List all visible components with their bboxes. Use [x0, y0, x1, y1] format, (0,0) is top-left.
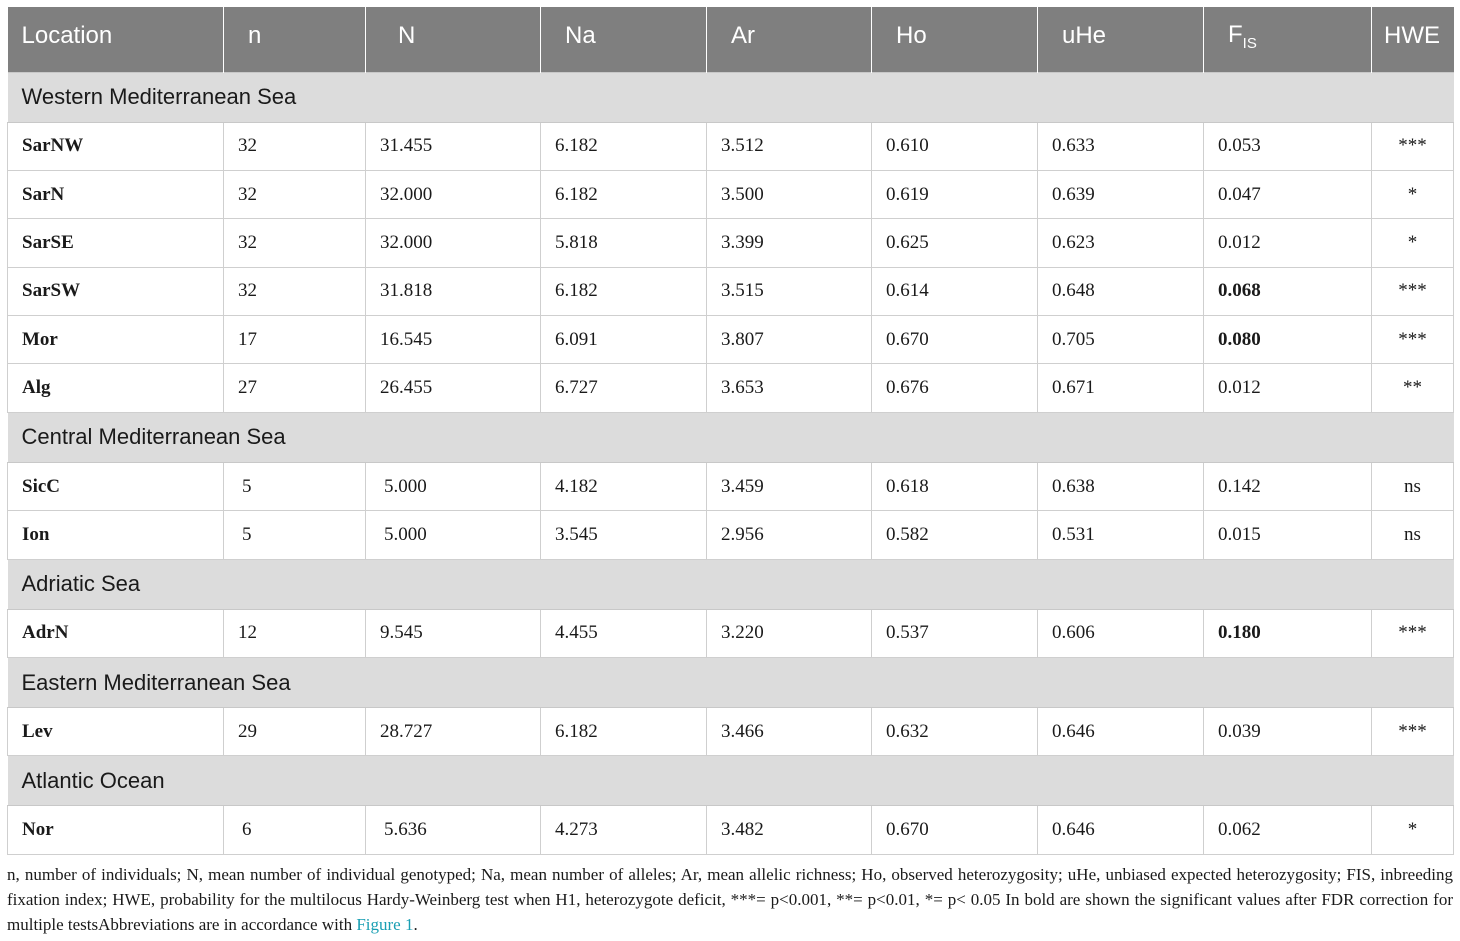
table-row	[8, 364, 1454, 412]
table-row	[8, 170, 1454, 218]
cell-ar: 3.220	[707, 609, 872, 657]
cell-n: 16.545	[366, 316, 541, 364]
cell-fis: 0.080	[1204, 316, 1372, 364]
header-na: Na	[541, 7, 707, 72]
cell-hwe: ***	[1372, 609, 1454, 657]
cell-n: 32	[224, 122, 366, 170]
header-row	[8, 7, 1454, 72]
group-label: Atlantic Ocean	[8, 756, 1454, 806]
group-row	[8, 412, 1454, 462]
cell-uhe: 0.623	[1038, 219, 1204, 267]
cell-n: 31.818	[366, 267, 541, 315]
cell-location: SicC	[8, 462, 224, 510]
table-row	[8, 708, 1454, 756]
header-fis	[1204, 7, 1372, 72]
figure-1-link[interactable]: Figure 1	[356, 915, 414, 934]
cell-fis: 0.068	[1204, 267, 1372, 315]
cell-fis: 0.012	[1204, 219, 1372, 267]
cell-ho: 0.625	[872, 219, 1038, 267]
cell-n: 32	[224, 170, 366, 218]
cell-na: 6.182	[541, 122, 707, 170]
group-label: Eastern Mediterranean Sea	[8, 658, 1454, 708]
cell-hwe: **	[1372, 364, 1454, 412]
cell-ar: 3.500	[707, 170, 872, 218]
cell-n: 32.000	[366, 170, 541, 218]
cell-ar: 3.399	[707, 219, 872, 267]
cell-ar: 3.653	[707, 364, 872, 412]
cell-location: SarSW	[8, 267, 224, 315]
cell-fis: 0.039	[1204, 708, 1372, 756]
group-label: Western Mediterranean Sea	[8, 72, 1454, 122]
table-container	[7, 7, 1453, 855]
table-row	[8, 316, 1454, 364]
cell-uhe: 0.648	[1038, 267, 1204, 315]
cell-ho: 0.676	[872, 364, 1038, 412]
table-row	[8, 219, 1454, 267]
cell-ar: 3.482	[707, 806, 872, 854]
cell-n: 5.000	[366, 462, 541, 510]
header-uhe: uHe	[1038, 7, 1204, 72]
cell-uhe: 0.638	[1038, 462, 1204, 510]
cell-na: 4.182	[541, 462, 707, 510]
cell-n: 5.636	[366, 806, 541, 854]
genetic-diversity-table	[7, 7, 1454, 855]
cell-ho: 0.537	[872, 609, 1038, 657]
group-label: Adriatic Sea	[8, 559, 1454, 609]
footnote-text: n, number of individuals; N, mean number of individual genotyped; Na, mean number of alleles; Ar, mean allelic richness; Ho, observed heterozygosity; uHe, unbiased expected heterozygosity; FIS, inbreeding fixation index; HWE, probability for the multilocus Hardy-Weinberg test when H1, heterozygote deficit, ***= p<0.001, **= p<0.01, *= p< 0.05 In bold are shown the significant values after FDR correction for multiple testsAbbreviations are in accordance with	[7, 865, 1453, 934]
cell-uhe: 0.531	[1038, 511, 1204, 559]
cell-uhe: 0.646	[1038, 806, 1204, 854]
group-row	[8, 658, 1454, 708]
cell-location: Ion	[8, 511, 224, 559]
cell-na: 6.727	[541, 364, 707, 412]
cell-n: 5	[224, 462, 366, 510]
cell-fis: 0.180	[1204, 609, 1372, 657]
cell-ho: 0.582	[872, 511, 1038, 559]
cell-fis: 0.047	[1204, 170, 1372, 218]
table-footnote	[7, 862, 1453, 937]
cell-uhe: 0.639	[1038, 170, 1204, 218]
cell-n: 26.455	[366, 364, 541, 412]
cell-n: 32	[224, 267, 366, 315]
cell-uhe: 0.646	[1038, 708, 1204, 756]
group-row	[8, 559, 1454, 609]
cell-location: Alg	[8, 364, 224, 412]
cell-hwe: ***	[1372, 267, 1454, 315]
cell-location: SarN	[8, 170, 224, 218]
table-body	[8, 72, 1454, 854]
header-hwe: HWE	[1372, 7, 1454, 72]
cell-ar: 3.466	[707, 708, 872, 756]
cell-hwe: *	[1372, 219, 1454, 267]
cell-location: AdrN	[8, 609, 224, 657]
cell-n: 5	[224, 511, 366, 559]
cell-hwe: ns	[1372, 511, 1454, 559]
cell-hwe: ns	[1372, 462, 1454, 510]
cell-ho: 0.670	[872, 316, 1038, 364]
cell-ar: 3.459	[707, 462, 872, 510]
header-fis-sub: IS	[1242, 34, 1257, 52]
table-row	[8, 267, 1454, 315]
cell-uhe: 0.671	[1038, 364, 1204, 412]
cell-ar: 3.515	[707, 267, 872, 315]
cell-uhe: 0.633	[1038, 122, 1204, 170]
cell-location: SarSE	[8, 219, 224, 267]
cell-ar: 3.512	[707, 122, 872, 170]
cell-ho: 0.610	[872, 122, 1038, 170]
table-row	[8, 806, 1454, 854]
cell-hwe: *	[1372, 806, 1454, 854]
group-label: Central Mediterranean Sea	[8, 412, 1454, 462]
table-row	[8, 122, 1454, 170]
cell-na: 3.545	[541, 511, 707, 559]
cell-ho: 0.670	[872, 806, 1038, 854]
cell-hwe: ***	[1372, 708, 1454, 756]
cell-n: 5.000	[366, 511, 541, 559]
cell-na: 6.182	[541, 170, 707, 218]
cell-na: 6.182	[541, 708, 707, 756]
table-row	[8, 462, 1454, 510]
cell-na: 5.818	[541, 219, 707, 267]
cell-n: 9.545	[366, 609, 541, 657]
cell-fis: 0.012	[1204, 364, 1372, 412]
header-ho: Ho	[872, 7, 1038, 72]
cell-na: 6.182	[541, 267, 707, 315]
cell-ho: 0.614	[872, 267, 1038, 315]
cell-hwe: ***	[1372, 316, 1454, 364]
cell-n: 6	[224, 806, 366, 854]
table-row	[8, 609, 1454, 657]
cell-fis: 0.062	[1204, 806, 1372, 854]
footnote-end: .	[413, 915, 418, 934]
cell-hwe: ***	[1372, 122, 1454, 170]
cell-fis: 0.015	[1204, 511, 1372, 559]
cell-n: 17	[224, 316, 366, 364]
cell-n: 27	[224, 364, 366, 412]
cell-n: 31.455	[366, 122, 541, 170]
cell-location: SarNW	[8, 122, 224, 170]
table-row	[8, 511, 1454, 559]
cell-fis: 0.053	[1204, 122, 1372, 170]
cell-location: Nor	[8, 806, 224, 854]
header-n-small: n	[224, 7, 366, 72]
cell-ho: 0.619	[872, 170, 1038, 218]
cell-n: 28.727	[366, 708, 541, 756]
cell-ho: 0.632	[872, 708, 1038, 756]
header-ar: Ar	[707, 7, 872, 72]
cell-na: 4.273	[541, 806, 707, 854]
cell-n: 12	[224, 609, 366, 657]
header-fis-main: F	[1228, 20, 1243, 48]
cell-uhe: 0.705	[1038, 316, 1204, 364]
cell-na: 6.091	[541, 316, 707, 364]
cell-hwe: *	[1372, 170, 1454, 218]
header-location: Location	[8, 7, 224, 72]
group-row	[8, 756, 1454, 806]
cell-ar: 3.807	[707, 316, 872, 364]
header-n-big: N	[366, 7, 541, 72]
cell-location: Mor	[8, 316, 224, 364]
cell-n: 32	[224, 219, 366, 267]
cell-na: 4.455	[541, 609, 707, 657]
cell-uhe: 0.606	[1038, 609, 1204, 657]
cell-n: 32.000	[366, 219, 541, 267]
group-row	[8, 72, 1454, 122]
cell-location: Lev	[8, 708, 224, 756]
cell-fis: 0.142	[1204, 462, 1372, 510]
cell-ar: 2.956	[707, 511, 872, 559]
cell-n: 29	[224, 708, 366, 756]
cell-ho: 0.618	[872, 462, 1038, 510]
